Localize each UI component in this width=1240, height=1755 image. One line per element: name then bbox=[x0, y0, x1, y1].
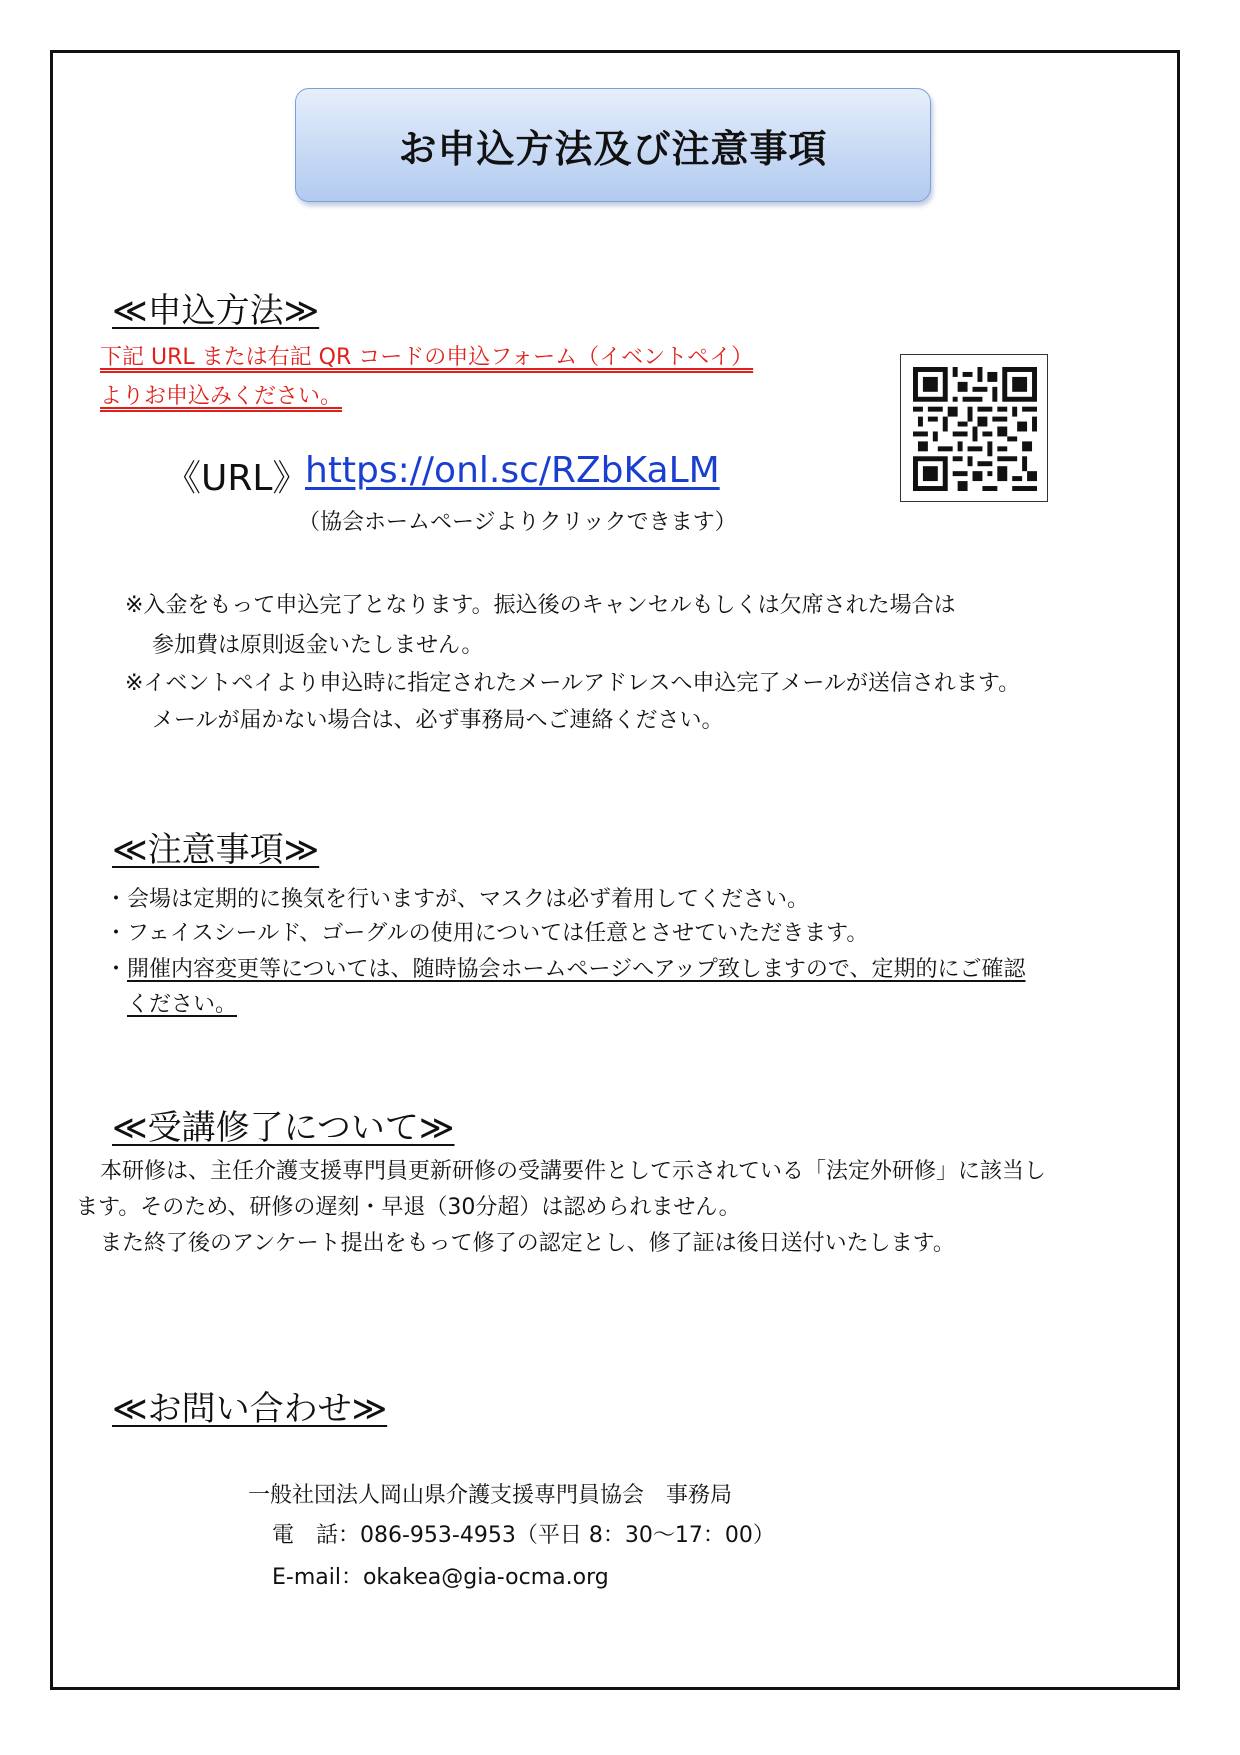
qr-code-icon bbox=[913, 367, 1037, 491]
remark-line: 参加費は原則返金いたしません。 bbox=[152, 633, 484, 658]
caution-heading: ≪注意事項≫ bbox=[112, 830, 320, 870]
qr-code[interactable] bbox=[900, 354, 1048, 502]
contact-phone: 電 話：086-953-4953（平日 8：30～17：00） bbox=[272, 1523, 775, 1548]
url-label: 《URL》 bbox=[165, 458, 309, 499]
caution-item: 開催内容変更等については、随時協会ホームページへアップ致しますので、定期的にご確認 bbox=[127, 957, 1026, 982]
completion-heading: ≪受講修了について≫ bbox=[112, 1108, 455, 1148]
title-banner bbox=[295, 88, 931, 202]
apply-note-line1: 下記 URL または右記 QR コードの申込フォーム（イベントペイ） bbox=[100, 345, 754, 370]
completion-line: また終了後のアンケート提出をもって修了の認定とし、修了証は後日送付いたします。 bbox=[100, 1231, 955, 1256]
contact-heading: ≪お問い合わせ≫ bbox=[112, 1389, 388, 1429]
completion-line: 本研修は、主任介護支援専門員更新研修の受講要件として示されている「法定外研修」に該当し bbox=[100, 1159, 1047, 1184]
completion-line: ます。そのため、研修の遅刻・早退（30分超）は認められません。 bbox=[76, 1195, 741, 1220]
caution-item: ・フェイスシールド、ゴーグルの使用については任意とさせていただきます。 bbox=[105, 921, 869, 946]
contact-email[interactable]: E-mail：okakea@gia-ocma.org bbox=[272, 1565, 609, 1590]
apply-heading: ≪申込方法≫ bbox=[112, 291, 320, 331]
remark-line: ※入金をもって申込完了となります。振込後のキャンセルもしくは欠席された場合は bbox=[125, 593, 956, 618]
remark-line: メールが届かない場合は、必ず事務局へご連絡ください。 bbox=[152, 708, 724, 733]
url-note: （協会ホームページよりクリックできます） bbox=[298, 510, 737, 535]
page-title: お申込方法及び注意事項 bbox=[398, 126, 828, 171]
caution-item: ・会場は定期的に換気を行いますが、マスクは必ず着用してください。 bbox=[105, 887, 810, 912]
apply-url-link[interactable]: https://onl.sc/RZbKaLM bbox=[305, 450, 720, 491]
caution-item-bullet: ・ bbox=[105, 957, 128, 982]
remark-line: ※イベントペイより申込時に指定されたメールアドレスへ申込完了メールが送信されます。 bbox=[125, 671, 1021, 696]
caution-item: ください。 bbox=[127, 992, 238, 1017]
apply-note-line2: よりお申込みください。 bbox=[100, 384, 343, 409]
contact-org: 一般社団法人岡山県介護支援専門員協会 事務局 bbox=[248, 1483, 733, 1508]
